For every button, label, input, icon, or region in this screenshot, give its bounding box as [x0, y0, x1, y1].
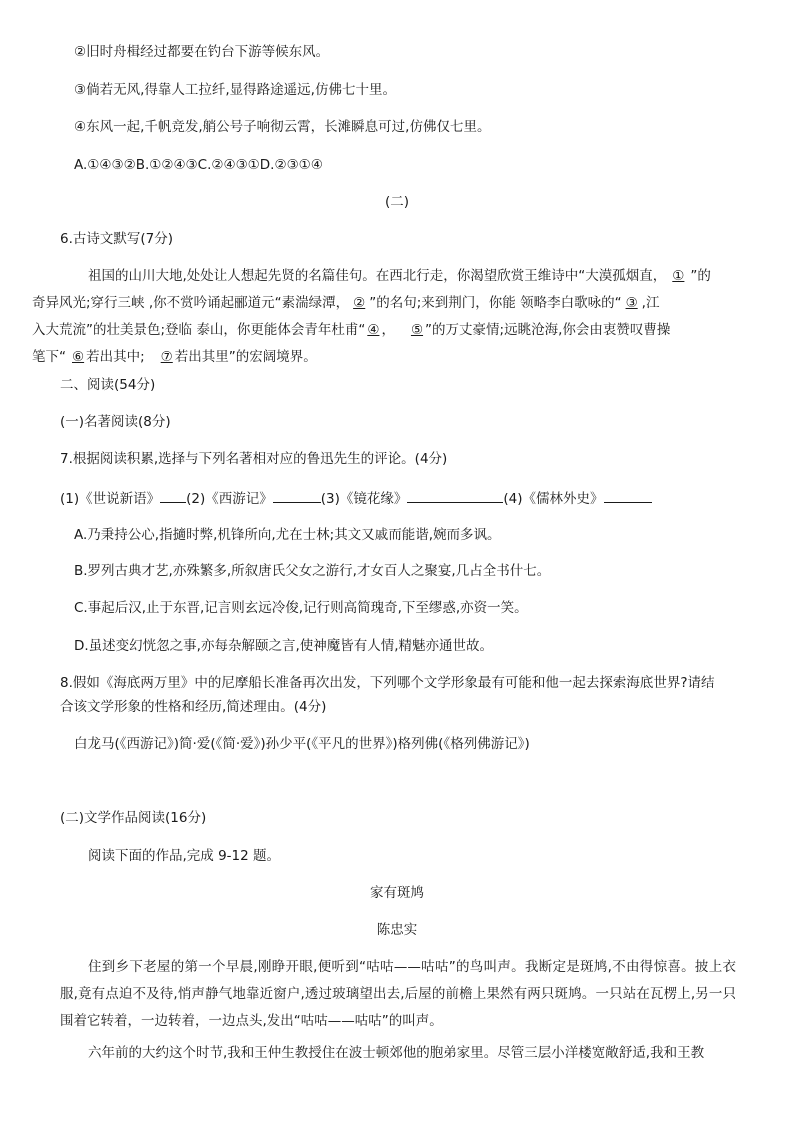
answer-blank[interactable] [160, 487, 186, 503]
part-two-title: 二、阅读(54分) [60, 377, 156, 393]
q5-option: ④东风一起,千帆竞发,艄公号子响彻云霄，长滩瞬息可过,仿佛仅七里。 [74, 119, 491, 135]
section-two-heading: (二) [384, 194, 410, 210]
essay-paragraph: 六年前的大约这个时节,我和王仲生教授住在波士顿郊他的胞弟家里。尽管三层小洋楼宽敞舒适,我和王教 [88, 1045, 705, 1061]
essay-paragraph: 住到乡下老屋的第一个早晨,刚睁开眼,便听到“咕咕——咕咕”的鸟叫声。我断定是斑鸠,不由得惊喜。披上衣服,竟有点迫不及待,悄声静气地靠近窗户,透过玻璃望出去,后屋的前檐上果然有两只斑鸠。一只站在瓦楞上,另一只围着它转着，一边转着，一边点头,发出“咕咕——咕咕”的叫声。 [60, 959, 736, 1029]
answer-blank[interactable] [273, 487, 321, 503]
q7-title: 7.根据阅读积累,选择与下列名著相对应的鲁迅先生的评论。(4分) [60, 451, 448, 467]
answer-blank[interactable] [407, 487, 503, 503]
q6-title: 6.古诗文默写(7分) [60, 231, 174, 247]
q6-paragraph: 祖国的山川大地,处处让人想起先贤的名篇佳句。在西北行走，你渴望欣赏王维诗中“大漠孤烟直， ① ”的 奇异风光;穿行三峡 ,你不赏吟诵起郦道元“素湍绿潭， ② ”的名句;来到荆门，你能 领略李白歌咏的“ ③ ,江 入大荒流”的壮美景色;登临 泰山，你更能体会青年杜甫“ ④ ， ⑤ ”的万丈豪情;远眺沧海,你会由衷赞叹曹操 笔下“ ⑥ 若出其中; ⑦ 若出其里”的宏阔境界。 [32, 268, 711, 365]
q5-answer-choices: A.①④③②B.①②④③C.②④③①D.②③①④ [74, 157, 323, 173]
q7-fill-items: (1)《世说新语》 (2)《西游记》 (3)《镜花缘》 (4)《儒林外史》 [60, 487, 652, 509]
q8-choices: 白龙马(《西游记》)简·爱(《简·爱》)孙少平(《平凡的世界》)格列佛(《格列佛游记》) [74, 736, 530, 752]
q5-option: ③倘若无风,得靠人工拉纤,显得路途遥远,仿佛七十里。 [74, 82, 396, 98]
sub-section-one-title: (一)名著阅读(8分) [60, 414, 171, 430]
sub-section-two-title: (二)文学作品阅读(16分) [60, 810, 207, 826]
q7-option: B.罗列古典才艺,亦殊繁多,所叙唐氏父女之游行,才女百人之聚宴,几占全书什七。 [74, 563, 551, 579]
q7-option: A.乃秉持公心,指擿时弊,机锋所向,尤在士林;其文又戚而能谐,婉而多讽。 [74, 527, 501, 543]
q5-option: ②旧时舟楫经过都要在钓台下游等候东风。 [74, 44, 330, 60]
q7-option: C.事起后汉,止于东晋,记言则玄远冷俊,记行则高简瑰奇,下至缪惑,亦资一笑。 [74, 600, 528, 616]
reading-instruction: 阅读下面的作品,完成 9-12 题。 [88, 848, 281, 864]
essay-title: 家有斑鸠 [370, 885, 424, 901]
q8-question: 8.假如《海底两万里》中的尼摩船长准备再次出发，下列哪个文学形象最有可能和他一起去探索海底世界?请结 [60, 675, 715, 691]
answer-blank[interactable] [604, 487, 652, 503]
q7-option: D.虽述变幻恍忽之事,亦每杂解颐之言,使神魔皆有人情,精魅亦通世故。 [74, 638, 494, 654]
essay-author: 陈忠实 [376, 922, 418, 938]
q8-question: 合该文学形象的性格和经历,简述理由。(4分) [60, 699, 327, 715]
